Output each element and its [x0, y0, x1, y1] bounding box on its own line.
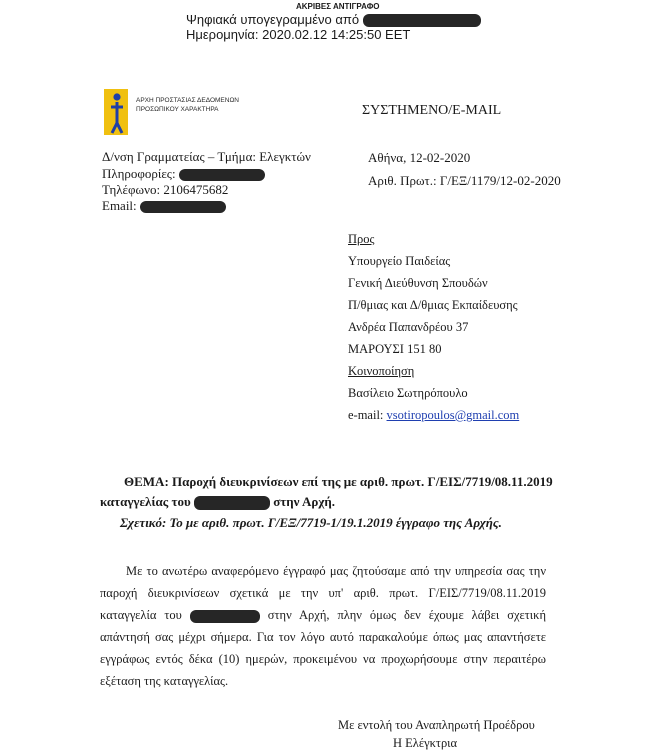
- signature-title: Η Ελέγκτρια: [393, 736, 458, 750]
- recipient-line: Υπουργείο Παιδείας: [348, 254, 451, 268]
- delivery-method: ΣΥΣΤΗΜΕΝΟ/E-MAIL: [362, 103, 502, 118]
- recipient-line: Ανδρέα Παπανδρέου 37: [348, 320, 469, 334]
- cc-label: Κοινοποίηση: [348, 364, 415, 378]
- logo-text-line1: ΑΡΧΗ ΠΡΟΣΤΑΣΙΑΣ ΔΕΔΟΜΕΝΩΝ: [136, 97, 239, 104]
- signed-by-text: Ψηφιακά υπογεγραμμένο από: [186, 12, 360, 27]
- sender-email: [102, 198, 226, 214]
- subject-text: στην Αρχή.: [273, 494, 335, 509]
- body-line: παροχή διευκρινίσεων σχετικά με την υπ' αριθ. πρωτ. Γ/ΕΙΣ/7719/08.11.2019: [100, 586, 546, 600]
- related-document: Σχετικό: Το με αριθ. πρωτ. Γ/ΕΞ/7719-1/19.1.2019 έγγραφο της Αρχής.: [120, 515, 502, 530]
- info-label: Πληροφορίες:: [102, 166, 176, 181]
- email-label: Email:: [102, 198, 137, 213]
- body-line: καταγγελία του στην Αρχή, πλην όμως δεν έχουμε λάβει σχετική: [100, 608, 547, 622]
- recipient-line: ΜΑΡΟΥΣΙ 151 80: [348, 342, 442, 356]
- letter-date: Αθήνα, 12-02-2020: [368, 150, 471, 165]
- logo-text-line2: ΠΡΟΣΩΠΙΚΟΥ ΧΑΡΑΚΤΗΡΑ: [136, 106, 219, 113]
- cc-name: Βασίλειο Σωτηρόπουλο: [348, 386, 468, 400]
- subject-line-2: [100, 494, 335, 510]
- redacted-email: [140, 201, 226, 213]
- cc-email-line: [348, 408, 519, 423]
- body-paragraph: [100, 560, 546, 692]
- signature-authority: Με εντολή του Αναπληρωτή Προέδρου: [338, 718, 535, 732]
- digital-signature-line: [186, 12, 481, 27]
- redacted-contact-name: [179, 169, 265, 181]
- recipient-line: Γενική Διεύθυνση Σπουδών: [348, 276, 488, 290]
- cc-email-link[interactable]: vsotiropoulos@gmail.com: [386, 408, 520, 422]
- cc-email-label: e-mail:: [348, 408, 384, 422]
- authority-logo-icon: [104, 89, 128, 135]
- sender-department: Δ/νση Γραμματείας – Τμήμα: Ελεγκτών: [102, 149, 311, 164]
- body-line: εξέταση της καταγγελίας.: [100, 674, 229, 688]
- sender-phone: Τηλέφωνο: 2106475682: [102, 182, 229, 197]
- redacted-signer-name: [363, 14, 481, 27]
- sender-info: [102, 166, 265, 182]
- subject-line: ΘΕΜΑ: Παροχή διευκρινίσεων επί της με αριθ. πρωτ. Γ/ΕΙΣ/7719/08.11.2019: [124, 474, 553, 489]
- redacted-person-name: [194, 496, 270, 510]
- copy-stamp-label: ΑΚΡΙΒΕΣ ΑΝΤΙΓΡΑΦΟ: [296, 2, 380, 11]
- signature-date-line: Ημερομηνία: 2020.02.12 14:25:50 ΕΕΤ: [186, 27, 411, 42]
- subject-text: καταγγελίας του: [100, 494, 191, 509]
- protocol-number: Αριθ. Πρωτ.: Γ/ΕΞ/1179/12-02-2020: [368, 173, 561, 188]
- body-line: Με το ανωτέρω αναφερόμενο έγγραφό μας ζητούσαμε από την υπηρεσία σας την: [126, 564, 546, 578]
- recipient-line: Π/θμιας και Δ/θμιας Εκπαίδευσης: [348, 298, 518, 312]
- redacted-person-name: [190, 610, 260, 623]
- body-line: εγγράφως εντός δέκα (10) ημερών, προκειμένου να προχωρήσουμε στην περαιτέρω: [100, 652, 546, 666]
- body-line: απάντησή σας μέχρι σήμερα. Για τον λόγο αυτό παρακαλούμε όπως μας απαντήσετε: [100, 630, 546, 644]
- to-label: Προς: [348, 232, 375, 246]
